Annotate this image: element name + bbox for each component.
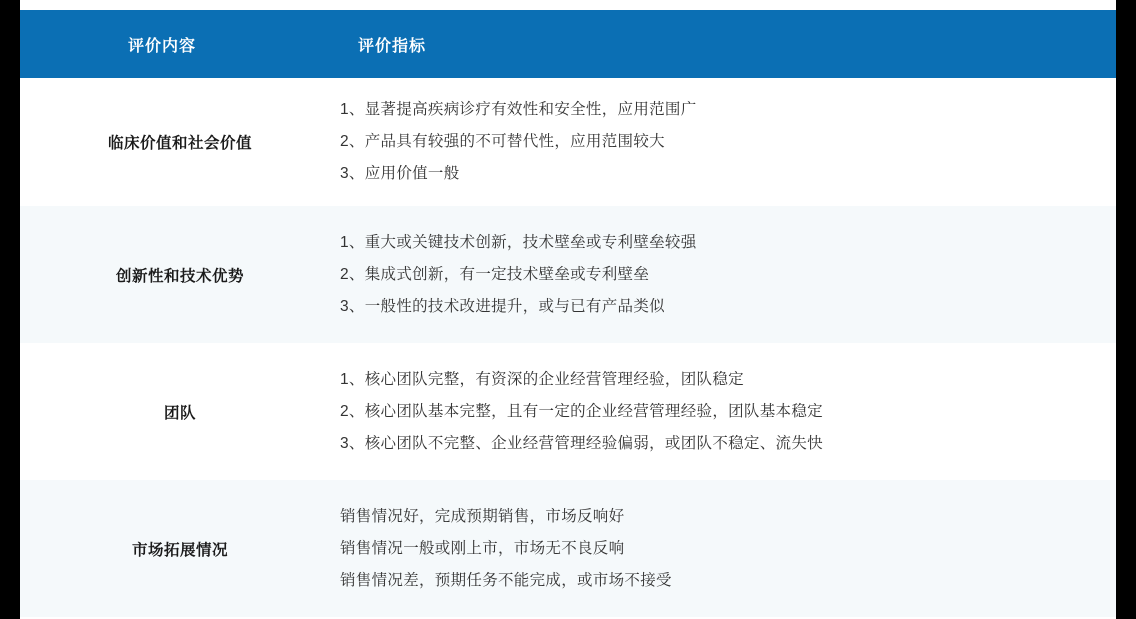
indicator-line: 销售情况好，完成预期销售，市场反响好	[340, 507, 625, 525]
indicator-line: 2、集成式创新，有一定技术壁垒或专利壁垒	[340, 265, 650, 283]
row-content-cell: 团队	[20, 343, 340, 480]
row-indicator-cell	[340, 78, 1116, 206]
indicator-line: 1、重大或关键技术创新，技术壁垒或专利壁垒较强	[340, 233, 697, 251]
row-indicator-cell	[340, 206, 1116, 343]
indicator-line: 销售情况一般或刚上市，市场无不良反响	[340, 539, 625, 557]
table-row	[20, 78, 1116, 206]
indicator-line: 3、一般性的技术改进提升，或与已有产品类似	[340, 297, 665, 315]
table-row	[20, 343, 1116, 480]
column-header-content	[20, 10, 340, 78]
indicator-line: 3、应用价值一般	[340, 165, 460, 182]
column-header-content-label: 评价内容	[128, 37, 197, 55]
evaluation-criteria-table	[20, 10, 1116, 617]
table-body	[20, 78, 1116, 617]
row-content-cell: 临床价值和社会价值	[20, 78, 340, 206]
table-row	[20, 206, 1116, 343]
indicator-line: 2、产品具有较强的不可替代性，应用范围较大	[340, 133, 665, 150]
row-indicator-cell	[340, 480, 1116, 617]
column-header-indicator-label: 评价指标	[358, 37, 427, 55]
indicator-line: 1、显著提高疾病诊疗有效性和安全性，应用范围广	[340, 101, 697, 118]
indicator-line: 1、核心团队完整，有资深的企业经营管理经验，团队稳定	[340, 370, 744, 388]
column-header-indicator	[340, 10, 1116, 78]
indicator-line: 销售情况差，预期任务不能完成，或市场不接受	[340, 571, 672, 589]
table-header-row	[20, 10, 1116, 78]
indicator-line: 2、核心团队基本完整，且有一定的企业经营管理经验，团队基本稳定	[340, 402, 823, 420]
row-indicator-cell	[340, 343, 1116, 480]
row-content-cell: 市场拓展情况	[20, 480, 340, 617]
table-header	[20, 10, 1116, 78]
table-row	[20, 480, 1116, 617]
row-content-cell: 创新性和技术优势	[20, 206, 340, 343]
indicator-line: 3、核心团队不完整、企业经营管理经验偏弱，或团队不稳定、流失快	[340, 434, 823, 452]
